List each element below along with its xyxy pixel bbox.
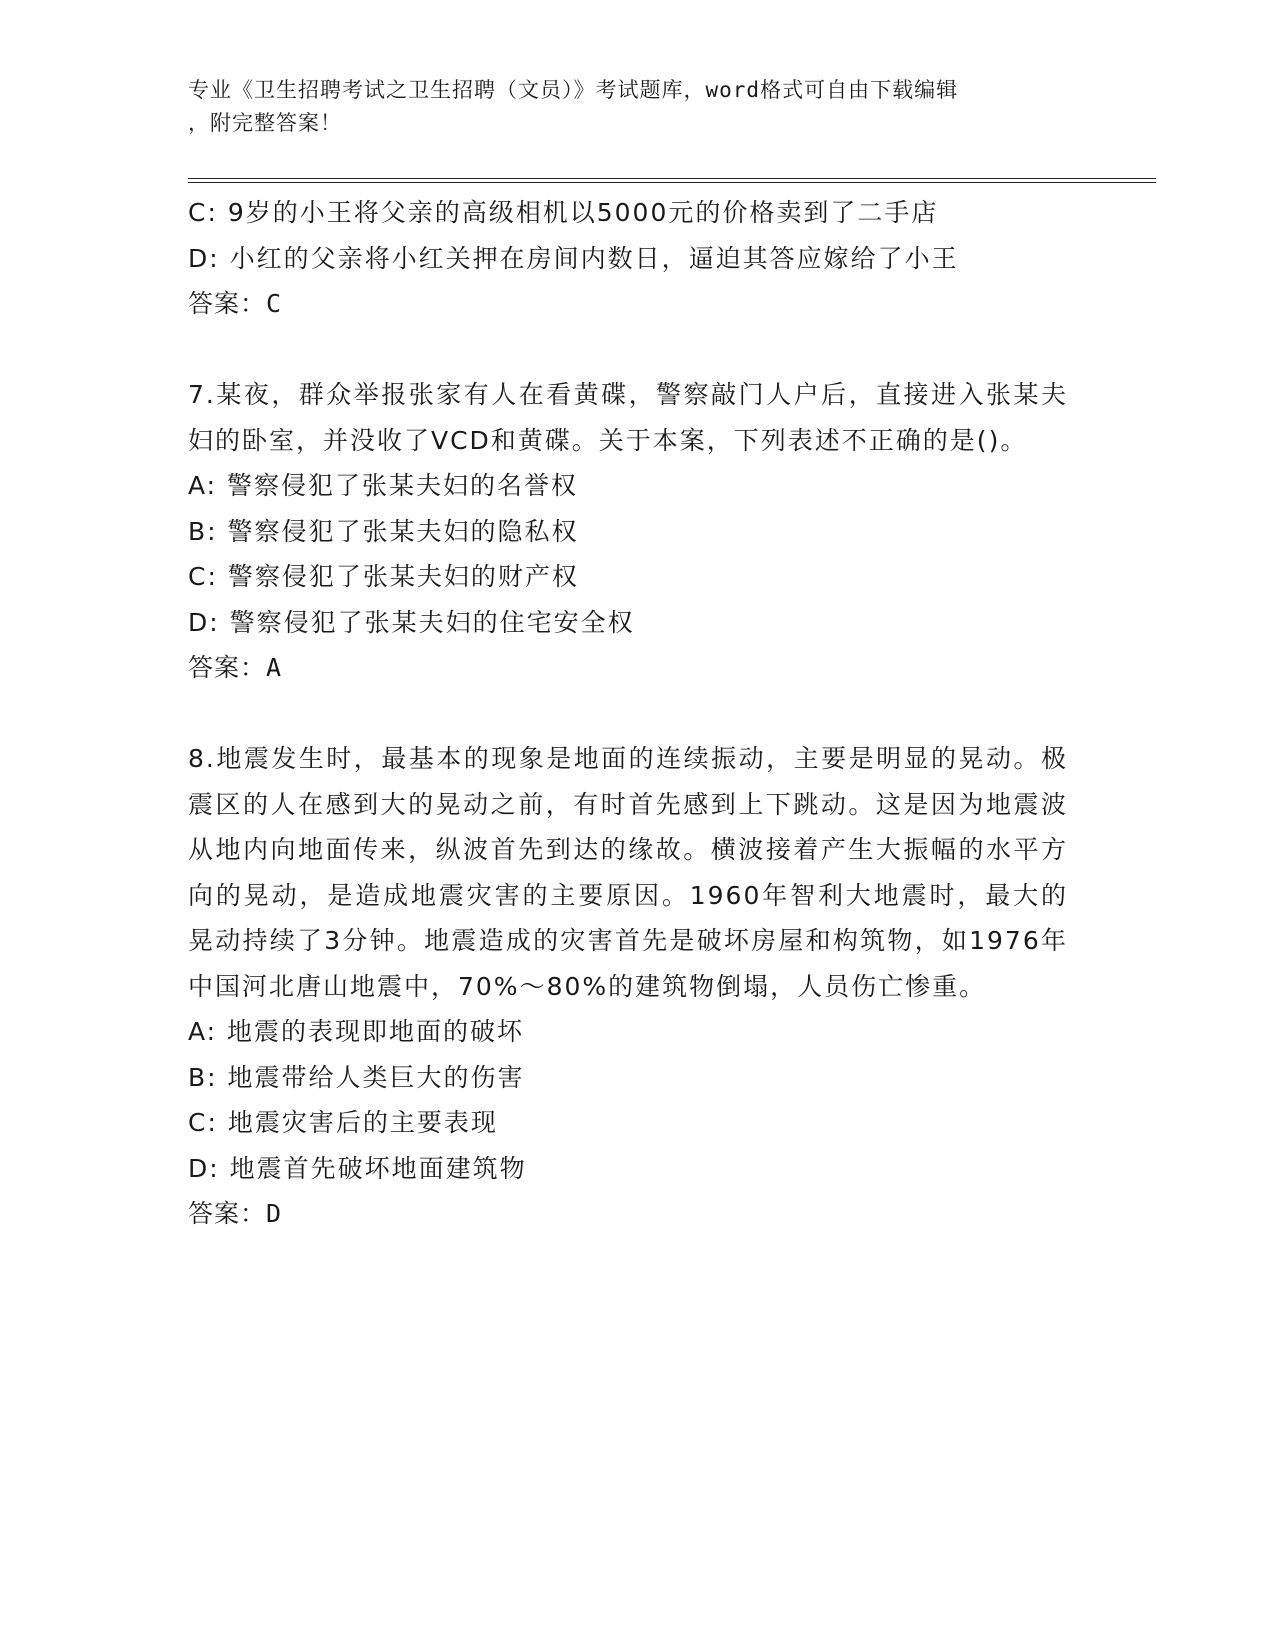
option-a: A: 警察侵犯了张某夫妇的名誉权 — [188, 471, 579, 500]
document-body — [188, 190, 1068, 1237]
option-d: D: 小红的父亲将小红关押在房间内数日，逼迫其答应嫁给了小王 — [188, 243, 959, 273]
question-stem: 8.地震发生时，最基本的现象是地面的连续振动，主要是明显的晃动。极震区的人在感到大的晃动之前，有时首先感到上下跳动。这是因为地震波从地内向地面传来，纵波首先到达的缘故。横波接着产生大振幅的水平方向的晃动，是造成地震灾害的主要原因。1960年智利大地震时，最大的晃动持续了3分钟。地震造成的灾害首先是破坏房屋和构筑物，如1976年中国河北唐山地震中，70%～80%的建筑物倒塌，人员伤亡惨重。 — [188, 744, 1068, 1001]
answer-line: 答案：C — [188, 289, 283, 318]
option-d: D: 地震首先破坏地面建筑物 — [188, 1153, 527, 1183]
option-b: B: 警察侵犯了张某夫妇的隐私权 — [188, 516, 579, 546]
option-c: C: 9岁的小王将父亲的高级相机以5000元的价格卖到了二手店 — [188, 198, 939, 227]
answer-line: 答案：D — [188, 1199, 283, 1228]
header-line-2: ，附完整答案！ — [188, 111, 342, 135]
question-stem: 7.某夜，群众举报张家有人在看黄碟，警察敲门人户后，直接进入张某夫妇的卧室，并没收了VCD和黄碟。关于本案，下列表述不正确的是()。 — [188, 380, 1068, 455]
page-header — [188, 74, 1068, 140]
spacer — [188, 327, 1068, 373]
question-6-continued — [188, 190, 1068, 327]
option-d: D: 警察侵犯了张某夫妇的住宅安全权 — [188, 607, 635, 637]
answer-line: 答案：A — [188, 653, 283, 682]
question-8 — [188, 736, 1068, 1237]
question-7 — [188, 372, 1068, 691]
spacer — [188, 691, 1068, 737]
option-a: A: 地震的表现即地面的破坏 — [188, 1017, 525, 1046]
header-divider — [188, 178, 1156, 183]
header-line-1: 专业《卫生招聘考试之卫生招聘（文员）》考试题库，word格式可自由下载编辑 — [188, 78, 959, 102]
option-c: C: 警察侵犯了张某夫妇的财产权 — [188, 562, 579, 591]
option-b: B: 地震带给人类巨大的伤害 — [188, 1062, 525, 1092]
option-c: C: 地震灾害后的主要表现 — [188, 1108, 498, 1137]
